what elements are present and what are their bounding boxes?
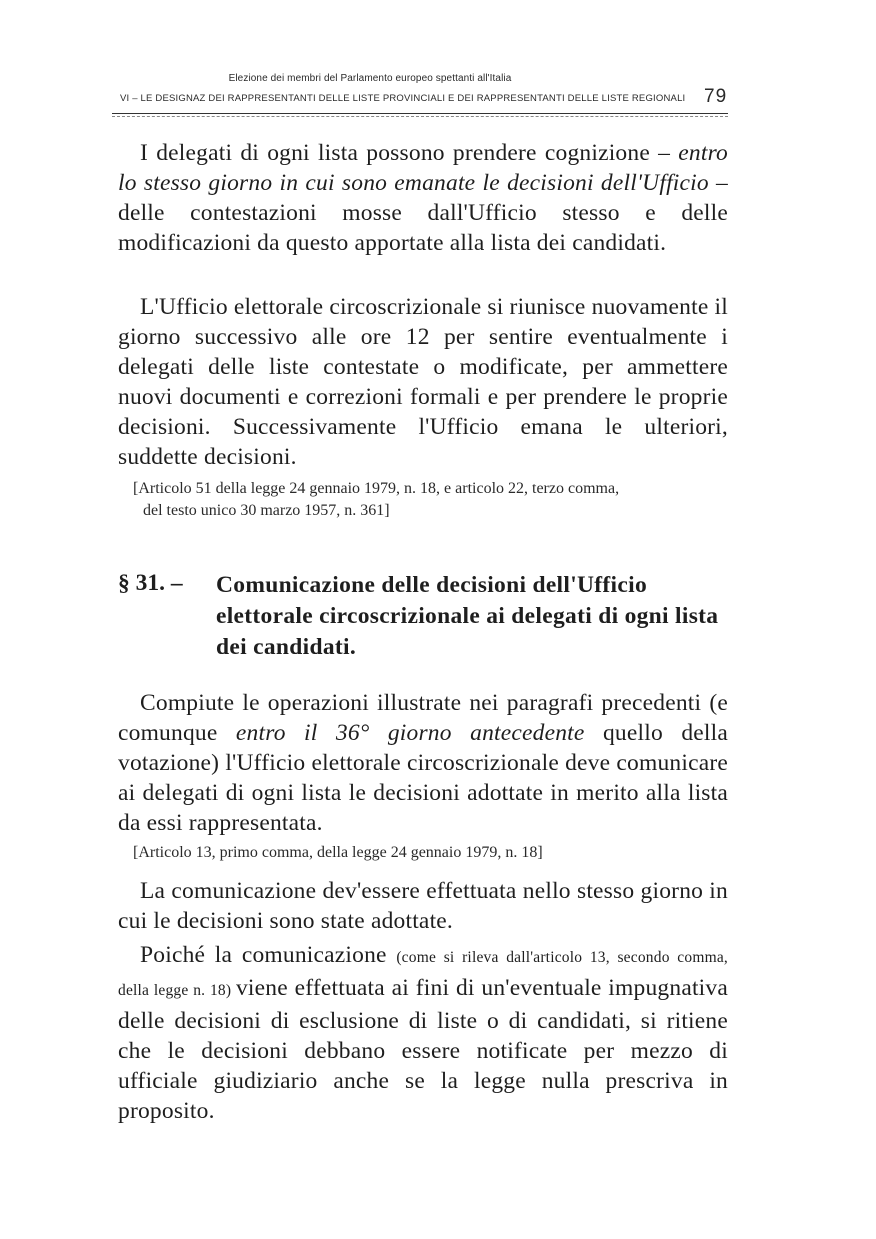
paragraph-poiche — [118, 940, 728, 1126]
p5-text-b: viene effettuata ai fini di un'eventuale impugnativa delle decisioni di esclusione di liste o di candidati, si ritiene che le decisioni debbano essere notificate per mezzo di ufficiale giudiziario anche se la legge nulla prescriva in proposito. — [118, 975, 728, 1124]
section-number: § 31. – — [118, 570, 183, 596]
running-header-title: Elezione dei membri del Parlamento europeo spettanti all'Italia — [228, 73, 512, 84]
p1-italic: entro lo stesso giorno in cui sono emanate le decisioni dell'Ufficio — [118, 140, 728, 196]
p1-text-b: – delle contestazioni mosse dall'Ufficio stesso e delle modificazioni da questo apportate alla lista dei candidati. — [118, 170, 728, 256]
header-rule-dashed — [112, 116, 728, 117]
cite1-line2: del testo unico 30 marzo 1957, n. 361] — [143, 502, 390, 519]
cite2-text: [Articolo 13, primo comma, della legge 24 gennaio 1979, n. 18] — [133, 844, 543, 861]
paragraph-compiute — [118, 688, 728, 838]
paragraph-delegati — [118, 138, 728, 258]
p1-text-a: I delegati di ogni lista possono prendere cognizione – — [140, 140, 679, 166]
p3-italic: entro il 36° giorno antecedente — [235, 720, 585, 746]
citation-2 — [118, 842, 728, 864]
p3-text-b: quello della votazione) l'Ufficio elettorale circoscrizionale deve comunicare ai delegati di ogni lista le decisioni adottate in merito alla lista da essi rappresentata. — [118, 720, 728, 836]
p2-text: L'Ufficio elettorale circoscrizionale si riunisce nuovamente il giorno successivo alle ore 12 per sentire eventualmente i delegati delle liste contestate o modificate, per ammettere nuovi documenti e correzioni formali e per prendere le proprie decisioni. Successivamente l'Ufficio emana le ulteriori, suddette decisioni. — [118, 294, 729, 470]
paragraph-ufficio — [118, 292, 728, 472]
running-header-chapter: VI – LE DESIGNAZ DEI RAPPRESENTANTI DELLE LISTE PROVINCIALI E DEI RAPPRESENTANTI DELLE LISTE REGIONALI — [120, 93, 686, 104]
p5-small: (come si rileva dall'articolo 13, secondo comma, della legge n. 18) — [118, 949, 728, 999]
p5-text-a: Poiché la comunicazione — [140, 942, 397, 968]
p4-text: La comunicazione dev'essere effettuata nello stesso giorno in cui le decisioni sono state adottate. — [118, 878, 728, 934]
cite1-line1: [Articolo 51 della legge 24 gennaio 1979, n. 18, e articolo 22, terzo comma, — [133, 480, 620, 497]
section-heading — [118, 570, 728, 663]
citation-1 — [118, 478, 728, 522]
header-rule — [112, 113, 728, 114]
paragraph-comunicazione — [118, 876, 728, 936]
page-number: 79 — [704, 86, 728, 107]
section-title: Comunicazione delle decisioni dell'Ufficio elettorale circoscrizionale ai delegati di ogni lista dei candidati. — [216, 572, 719, 660]
p3-text-a: Compiute le operazioni illustrate nei paragrafi precedenti (e comunque — [118, 690, 728, 746]
